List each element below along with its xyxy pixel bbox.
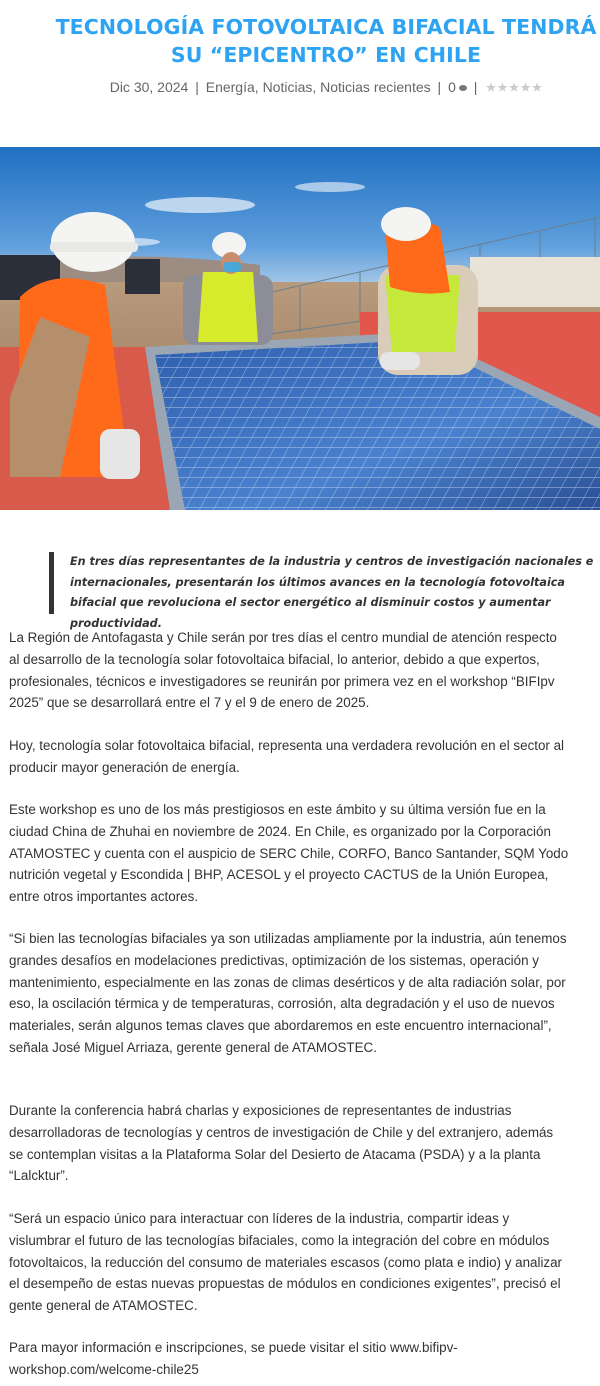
rating-stars	[486, 77, 542, 97]
comments-count: 0	[448, 79, 456, 95]
star-icon	[521, 83, 531, 92]
post-meta	[52, 77, 600, 97]
building	[470, 257, 600, 307]
article-paragraph: La Región de Antofagasta y Chile serán por tres días el centro mundial de atención respecto al desarrollo de la tecnología solar fotovoltaica bifacial, lo anterior, debido a que expertos, profesionales, técnicos e investigadores se reunirán por primera vez en el workshop “BIFIpv 2025” que se desarrollará entre el 7 y el 9 de enero de 2025.	[9, 630, 557, 711]
star-icon	[498, 83, 508, 92]
category-link-noticias-recientes[interactable]: Noticias recientes	[320, 79, 431, 95]
category-comma: ,	[254, 79, 263, 95]
star-rating-icon	[486, 82, 542, 94]
article-paragraph: Hoy, tecnología solar fotovoltaica bifacial, representa una verdadera revolución en el sector al producir mayor generación de energía.	[9, 738, 565, 775]
article-paragraph: Durante la conferencia habrá charlas y exposiciones de representantes de industrias desarrolladoras de tecnologías y centros de investigación de Chile y del extranjero, además se contemplan visitas a la Plataforma Solar del Desierto de Atacama (PSDA) y a la planta “Lalcktur”.	[9, 1103, 554, 1184]
comment-bubble-icon	[459, 85, 467, 91]
article-paragraph: “Será un espacio único para interactuar con líderes de la industria, compartir ideas y vislumbrar el futuro de las tecnologías bifaciales, como la integración del cobre en módulos fotovoltaicos, la reducción del consumo de materiales escasos (como plata e indio) y analizar el desempeño de estas nuevas propuestas de módulos en condiciones exigentes”, precisó el gente general de ATAMOSTEC.	[9, 1211, 563, 1314]
meta-separator: |	[473, 79, 478, 95]
article-paragraph: Este workshop es uno de los más prestigiosos en este ámbito y su última versión fue en la ciudad China de Zhuhai en noviembre de 2024. En Chile, es organizado por la Corporación ATAMOSTEC y cuenta con el auspicio de SERC Chile, CORFO, Banco Santander, SQM Yodo nutrición vegetal y Escondida | BHP, ACESOL y el proyecto CACTUS de la Unión Europea, entre otros importantes actores.	[9, 802, 569, 905]
article-title: TECNOLOGÍA FOTOVOLTAICA BIFACIAL TENDRÁ SU “EPICENTRO” EN CHILE	[55, 15, 597, 67]
meta-separator: |	[195, 79, 199, 95]
star-icon	[532, 83, 542, 92]
article-paragraph: “Si bien las tecnologías bifaciales ya son utilizadas ampliamente por la industria, aún tenemos grandes desafíos en modelaciones predictivas, optimización de los sistemas, operación y mantenimiento, especialmente en las zonas de climas desérticos y de alta radiación solar, por eso, la oscilación térmica y de temperaturas, corrosión, alta degradación y el uso de nuevos materiales, serán algunos temas claves que abordaremos en este encuentro internacional”, señala José Miguel Arriaza, gerente general de ATAMOSTEC.	[9, 931, 567, 1055]
post-date: Dic 30, 2024	[109, 79, 189, 95]
article-lead-quote: En tres días representantes de la industria y centros de investigación nacionales e internacionales, presentarán los últimos avances en la tecnología fotovoltaica bifacial que revoluciona el sector energético al disminuir costos y aumentar productividad.	[49, 552, 597, 614]
star-icon	[509, 83, 519, 92]
meta-separator: |	[437, 79, 442, 95]
category-comma: ,	[312, 79, 321, 95]
category-link-energia[interactable]: Energía	[205, 79, 255, 95]
comments-link[interactable]	[448, 79, 467, 95]
featured-image-solar-panel-inspection	[0, 147, 600, 510]
star-icon	[486, 83, 496, 92]
category-link-noticias[interactable]: Noticias	[262, 79, 313, 95]
article-paragraph-link: Para mayor información e inscripciones, se puede visitar el sitio www.bifipv-workshop.com/welcome-chile25	[9, 1340, 458, 1377]
